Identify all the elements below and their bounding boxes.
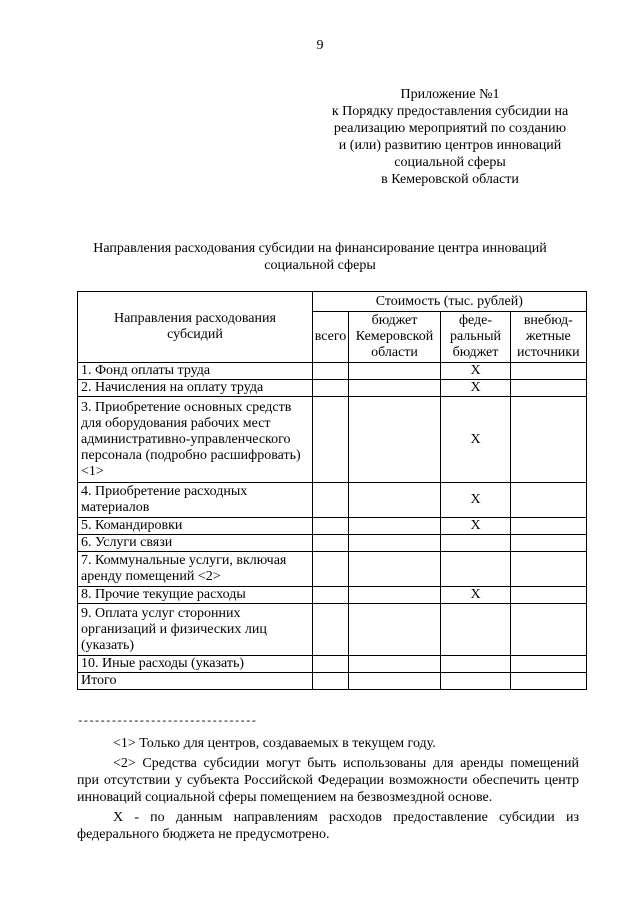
row-extra-budget: [511, 656, 587, 673]
appendix-line: социальной сферы: [394, 155, 506, 170]
header-total: всего: [313, 312, 349, 363]
row-direction: 4. Приобретение расходных материалов: [78, 483, 313, 518]
row-direction: 9. Оплата услуг сторонних организаций и физических лиц (указать): [78, 604, 313, 656]
header-direction: Направления расходования субсидий: [78, 292, 313, 363]
row-extra-budget: [511, 587, 587, 604]
row-regional-budget: [349, 518, 441, 535]
table-row: [78, 363, 587, 380]
appendix-line: к Порядку предоставления субсидии на: [331, 104, 569, 119]
table-row: [78, 380, 587, 397]
row-federal-budget: X: [441, 483, 511, 518]
row-regional-budget: [349, 363, 441, 380]
header-regional-budget: бюджет Кемеровской области: [349, 312, 441, 363]
header-extra-budget: внебюд-жетные источники: [511, 312, 587, 363]
row-federal-budget: X: [441, 587, 511, 604]
row-federal-budget: X: [441, 380, 511, 397]
row-extra-budget: [511, 552, 587, 587]
row-total: [313, 363, 349, 380]
expense-table: [77, 291, 587, 690]
row-regional-budget: [349, 587, 441, 604]
row-federal-budget: [441, 656, 511, 673]
row-federal-budget: [441, 535, 511, 552]
table-row: [78, 518, 587, 535]
row-extra-budget: [511, 518, 587, 535]
row-extra-budget: [511, 673, 587, 690]
table-row: [78, 656, 587, 673]
appendix-line: реализацию мероприятий по созданию: [333, 121, 567, 136]
row-direction: Итого: [78, 673, 313, 690]
row-direction: 7. Коммунальные услуги, включая аренду помещений <2>: [78, 552, 313, 587]
document-title: [60, 240, 580, 274]
footnote-x: X - по данным направлениям расходов предоставление субсидии из федерального бюджета не предусмотрено.: [77, 810, 579, 842]
row-extra-budget: [511, 483, 587, 518]
table-row: [78, 535, 587, 552]
appendix-line: и (или) развитию центров инноваций: [338, 138, 562, 153]
row-federal-budget: X: [441, 397, 511, 483]
row-direction: 1. Фонд оплаты труда: [78, 363, 313, 380]
row-federal-budget: [441, 552, 511, 587]
row-total: [313, 587, 349, 604]
row-direction: 8. Прочие текущие расходы: [78, 587, 313, 604]
row-extra-budget: [511, 535, 587, 552]
footnotes: [77, 735, 579, 846]
appendix-line: Приложение №1: [400, 87, 500, 102]
row-direction: 5. Командировки: [78, 518, 313, 535]
page-number: 9: [316, 38, 324, 53]
row-direction: 3. Приобретение основных средств для оборудования рабочих мест административно-управленческого персонала (подробно расшифровать) <1>: [78, 397, 313, 483]
table-row: [78, 604, 587, 656]
row-federal-budget: [441, 604, 511, 656]
row-direction: 6. Услуги связи: [78, 535, 313, 552]
row-extra-budget: [511, 363, 587, 380]
table-row: [78, 587, 587, 604]
row-regional-budget: [349, 656, 441, 673]
row-direction: 2. Начисления на оплату труда: [78, 380, 313, 397]
row-regional-budget: [349, 397, 441, 483]
row-direction: 10. Иные расходы (указать): [78, 656, 313, 673]
row-extra-budget: [511, 397, 587, 483]
header-cost-group: Стоимость (тыс. рублей): [313, 292, 587, 312]
row-federal-budget: [441, 673, 511, 690]
row-extra-budget: [511, 380, 587, 397]
row-regional-budget: [349, 552, 441, 587]
table-row: [78, 397, 587, 483]
title-line: Направления расходования субсидии на финансирование центра инноваций: [93, 241, 547, 256]
row-total: [313, 535, 349, 552]
footnote-separator: --------------------------------: [77, 716, 257, 728]
title-line: социальной сферы: [264, 258, 376, 273]
row-regional-budget: [349, 535, 441, 552]
row-regional-budget: [349, 673, 441, 690]
row-total: [313, 397, 349, 483]
appendix-heading: [300, 86, 600, 188]
row-federal-budget: X: [441, 518, 511, 535]
row-total: [313, 656, 349, 673]
row-total: [313, 518, 349, 535]
appendix-line: в Кемеровской области: [381, 172, 519, 187]
table-row: [78, 673, 587, 690]
footnote-1: <1> Только для центров, создаваемых в текущем году.: [113, 736, 436, 751]
row-total: [313, 483, 349, 518]
row-regional-budget: [349, 380, 441, 397]
row-regional-budget: [349, 483, 441, 518]
row-regional-budget: [349, 604, 441, 656]
row-total: [313, 604, 349, 656]
row-total: [313, 552, 349, 587]
row-extra-budget: [511, 604, 587, 656]
table-row: [78, 552, 587, 587]
footnote-2: <2> Средства субсидии могут быть использованы для аренды помещений при отсутствии у субъекта Российской Федерации возможности обеспечить центр инноваций социальной сферы помещением на безвозмездной основе.: [77, 756, 579, 805]
table-row: [78, 483, 587, 518]
row-total: [313, 380, 349, 397]
row-federal-budget: X: [441, 363, 511, 380]
row-total: [313, 673, 349, 690]
header-federal-budget: феде-ральный бюджет: [441, 312, 511, 363]
